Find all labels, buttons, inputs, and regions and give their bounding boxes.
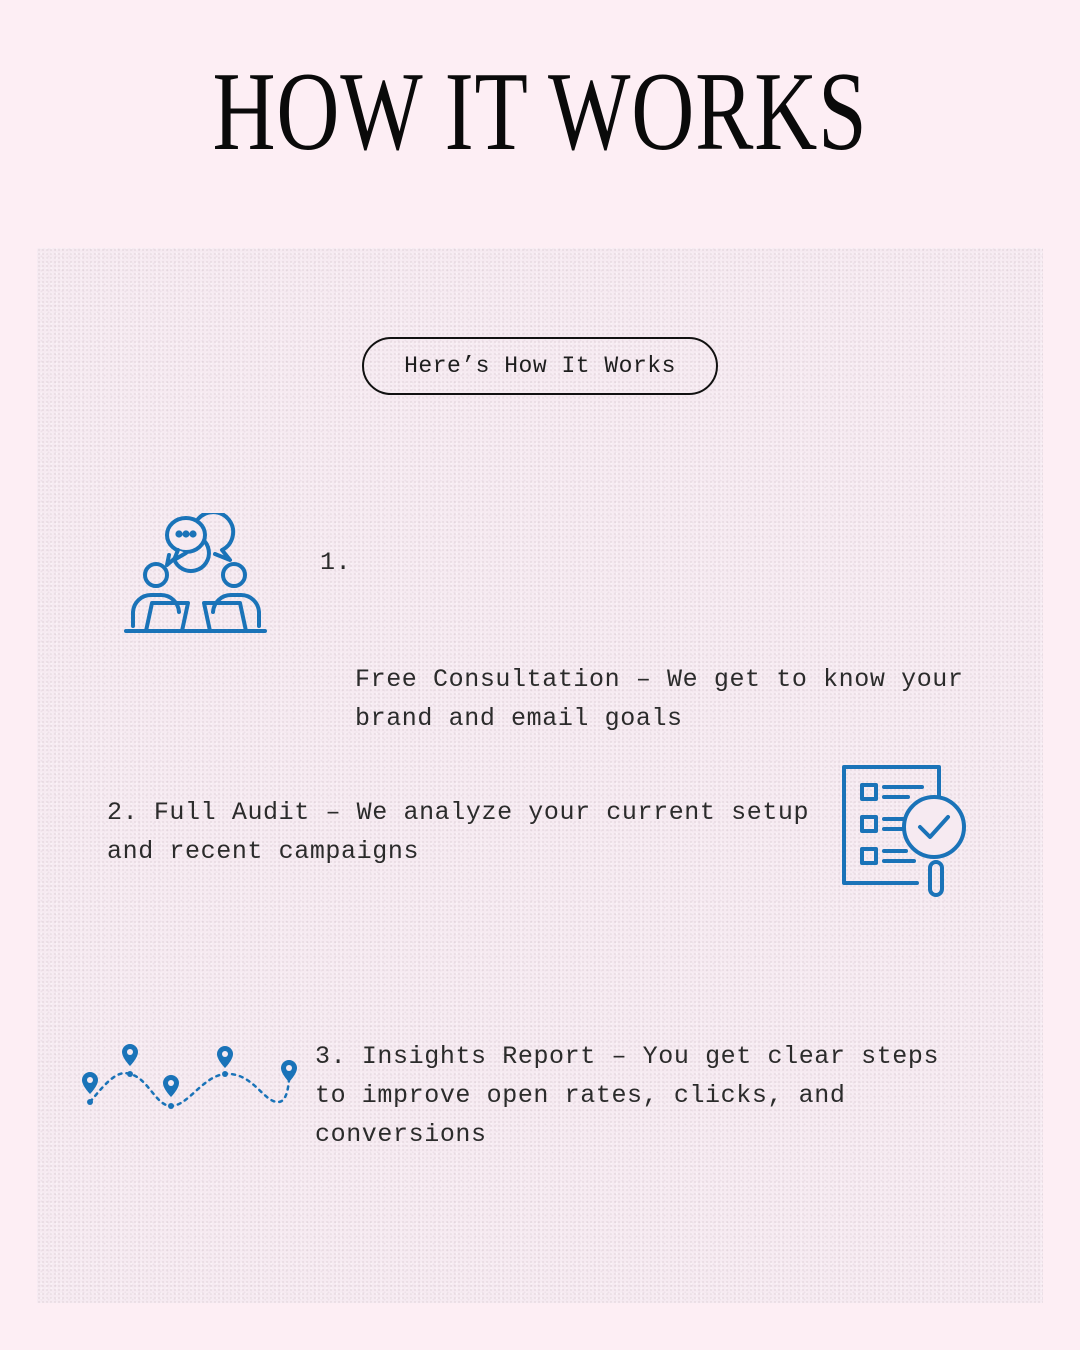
step-3-text: Insights Report – You get clear steps to improve open rates, clicks, and conversions bbox=[315, 1042, 955, 1149]
step-1-number: 1. bbox=[320, 548, 352, 577]
page-title: HOW IT WORKS bbox=[212, 50, 868, 174]
step-2-number: 2. bbox=[107, 798, 139, 827]
route-map-icon bbox=[78, 1040, 303, 1112]
step-2 bbox=[107, 793, 825, 871]
step-1 bbox=[320, 543, 980, 777]
step-3-number: 3. bbox=[315, 1042, 347, 1071]
section-badge: Here’s How It Works bbox=[362, 337, 718, 395]
consultation-icon bbox=[124, 513, 269, 638]
audit-checklist-icon bbox=[842, 765, 972, 903]
step-2-text: Full Audit – We analyze your current setup and recent campaigns bbox=[107, 798, 825, 866]
step-1-text: Free Consultation – We get to know your brand and email goals bbox=[355, 665, 980, 733]
step-3 bbox=[315, 1037, 975, 1154]
